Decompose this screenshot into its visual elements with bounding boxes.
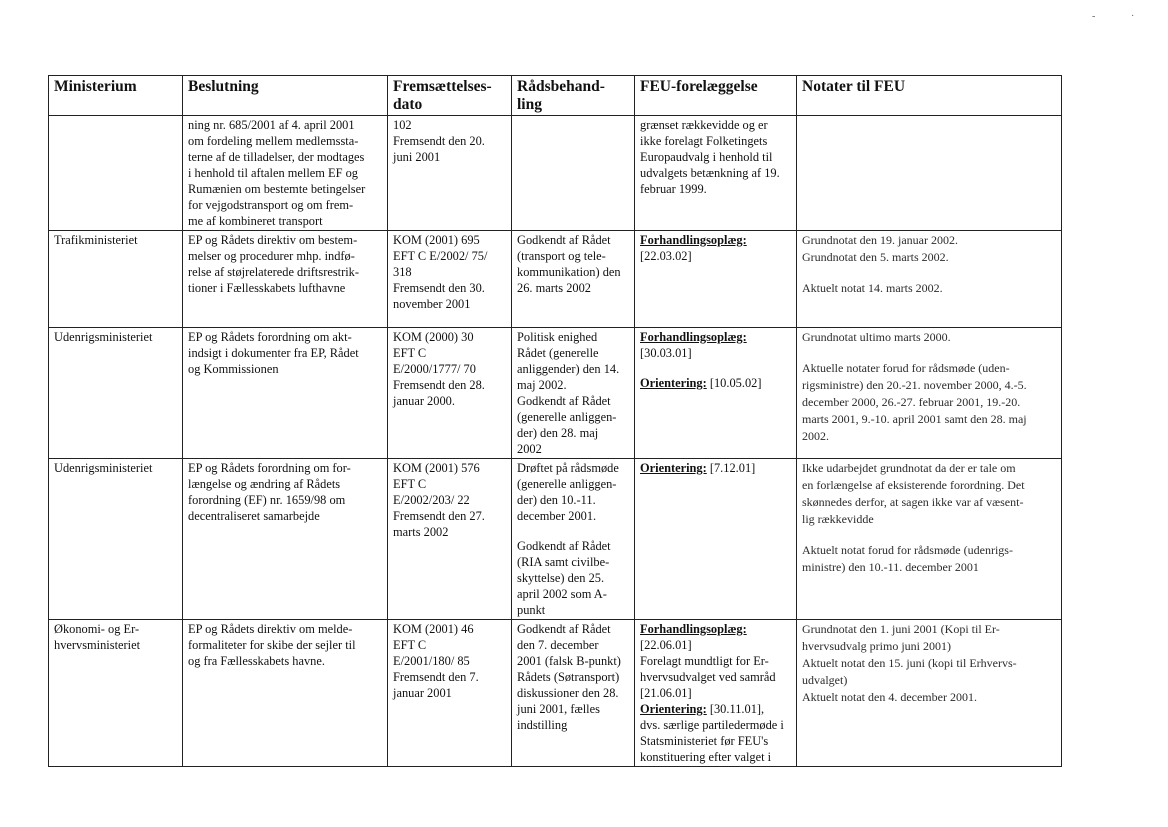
cell-line: januar 2000. (393, 394, 455, 408)
paragraph-gap (517, 524, 628, 538)
cell-line: diskussioner den 28. (517, 686, 619, 700)
cell-line: EFT C (393, 638, 427, 652)
cell-line: Drøftet på rådsmøde (517, 461, 619, 475)
paragraph-gap (802, 346, 1055, 360)
cell-line: punkt (517, 603, 546, 617)
cell-line: Ikke udarbejdet grundnotat da der er tale om (802, 461, 1016, 475)
cell-line: EFT C E/2002/ 75/ (393, 249, 488, 263)
feu-line (640, 329, 790, 345)
cell-feu-forelaeggelse (635, 459, 797, 620)
cell-line: Godkendt af Rådet (517, 622, 611, 636)
cell-line: Aktuelt notat den 4. december 2001. (802, 690, 977, 704)
cell-line: hvervsministeriet (54, 638, 141, 652)
cell-line: Rådet (generelle (517, 346, 599, 360)
table-body (49, 116, 1062, 767)
feu-text: [22.03.02] (640, 249, 692, 263)
cell-feu-forelaeggelse (635, 328, 797, 459)
feu-text: februar 1999. (640, 182, 707, 196)
cell-ministerium (49, 328, 183, 459)
cell-feu-forelaeggelse (635, 116, 797, 231)
feu-line (640, 637, 790, 653)
header-ministerium: Ministerium (49, 76, 183, 116)
cell-fremsaettelsesdato (388, 459, 512, 620)
feu-text: udvalgets betænkning af 19. (640, 166, 780, 180)
cell-beslutning (183, 620, 388, 767)
cell-notater-til-feu (797, 620, 1062, 767)
cell-ministerium (49, 231, 183, 328)
cell-line: Godkendt af Rådet (517, 394, 611, 408)
cell-line: udvalget) (802, 673, 848, 687)
cell-line: 2001 (falsk B-punkt) (517, 654, 621, 668)
cell-line: (generelle anliggen- (517, 410, 617, 424)
feu-text: dvs. særlige partiledermøde i (640, 718, 784, 732)
cell-line: (RIA samt civilbe- (517, 555, 610, 569)
scan-speck: · (1131, 11, 1135, 22)
cell-line: Fremsendt den 30. (393, 281, 485, 295)
header-row (49, 76, 1062, 116)
feu-line (640, 717, 790, 733)
cell-beslutning (183, 231, 388, 328)
cell-line: skyttelse) den 25. (517, 571, 605, 585)
feu-text: grænset rækkevidde og er (640, 118, 768, 132)
cell-beslutning (183, 459, 388, 620)
cell-line: Økonomi- og Er- (54, 622, 140, 636)
cell-line: Udenrigsministeriet (54, 461, 153, 475)
cell-line: EFT C (393, 477, 427, 491)
cell-line: anliggender) den 14. (517, 362, 620, 376)
table-row (49, 620, 1062, 767)
feu-line (640, 181, 790, 197)
cell-line: og fra Fællesskabets havne. (188, 654, 325, 668)
feu-line (640, 685, 790, 701)
cell-line: Godkendt af Rådet (517, 539, 611, 553)
feu-text: ikke forelagt Folketingets (640, 134, 768, 148)
feu-line (640, 375, 790, 391)
cell-line: KOM (2001) 695 (393, 233, 480, 247)
cell-ministerium (49, 116, 183, 231)
cell-line: E/2000/1777/ 70 (393, 362, 476, 376)
feu-line (640, 165, 790, 181)
cell-line: Grundnotat ultimo marts 2000. (802, 330, 951, 344)
cell-line: 2002. (802, 429, 829, 443)
table-row (49, 328, 1062, 459)
cell-line: E/2001/180/ 85 (393, 654, 470, 668)
cell-line: marts 2001, 9.-10. april 2001 samt den 28. maj (802, 412, 1027, 426)
cell-line: juni 2001, fælles (517, 702, 600, 716)
cell-line: Aktuelt notat forud for rådsmøde (udenrigs- (802, 543, 1013, 557)
cell-line: (generelle anliggen- (517, 477, 617, 491)
cell-line: der) den 10.-11. (517, 493, 596, 507)
cell-line: ministre) den 10.-11. december 2001 (802, 560, 979, 574)
cell-line: EP og Rådets direktiv om melde- (188, 622, 353, 636)
feu-line (640, 361, 790, 375)
cell-line: skønnedes derfor, at sagen ikke var af væsent- (802, 495, 1024, 509)
feu-text: [30.11.01], (706, 702, 765, 716)
cell-line: Fremsendt den 28. (393, 378, 485, 392)
feu-text: Statsministeriet før FEU's (640, 734, 769, 748)
cell-fremsaettelsesdato (388, 231, 512, 328)
cell-line: kommunikation) den (517, 265, 621, 279)
feu-label: Forhandlingsoplæg: (640, 330, 747, 344)
cell-line: Fremsendt den 27. (393, 509, 485, 523)
cell-line: formaliteter for skibe der sejler til (188, 638, 356, 652)
feu-text: hvervsudvalget ved samråd (640, 670, 776, 684)
feu-label: Forhandlingsoplæg: (640, 622, 747, 636)
cell-line: en forlængelse af eksisterende forordning. Det (802, 478, 1025, 492)
cell-beslutning (183, 116, 388, 231)
feu-line (640, 232, 790, 248)
cell-line: Trafikministeriet (54, 233, 138, 247)
cell-line: Godkendt af Rådet (517, 233, 611, 247)
cell-feu-forelaeggelse (635, 231, 797, 328)
cell-line: me af kombineret transport (188, 214, 323, 228)
cell-line: Fremsendt den 7. (393, 670, 479, 684)
cell-notater-til-feu (797, 231, 1062, 328)
cell-line: E/2002/203/ 22 (393, 493, 470, 507)
cell-raadsbehandling (512, 116, 635, 231)
cell-notater-til-feu (797, 116, 1062, 231)
cell-line: Aktuelt notat 14. marts 2002. (802, 281, 943, 295)
cell-line: Aktuelt notat den 15. juni (kopi til Erhvervs- (802, 656, 1017, 670)
cell-line: Grundnotat den 1. juni 2001 (Kopi til Er- (802, 622, 1000, 636)
cell-fremsaettelsesdato (388, 116, 512, 231)
cell-line: januar 2001 (393, 686, 452, 700)
paragraph-gap (802, 266, 1055, 280)
cell-line: december 2001. (517, 509, 597, 523)
feu-label: Orientering: (640, 702, 707, 716)
cell-line: KOM (2000) 30 (393, 330, 474, 344)
table-row (49, 459, 1062, 620)
cell-line: tioner i Fællesskabets lufthavne (188, 281, 346, 295)
cell-line: lig rækkevidde (802, 512, 874, 526)
feu-text: konstituering efter valget i (640, 750, 772, 764)
cell-line: indstilling (517, 718, 568, 732)
cell-line: Rådets (Søtransport) (517, 670, 620, 684)
feu-line (640, 345, 790, 361)
cell-line: indsigt i dokumenter fra EP, Rådet (188, 346, 359, 360)
feu-line (640, 460, 790, 476)
feu-line (640, 749, 790, 765)
cell-line: 318 (393, 265, 412, 279)
cell-line: 2002 (517, 442, 542, 456)
cell-line: KOM (2001) 46 (393, 622, 474, 636)
cell-fremsaettelsesdato (388, 328, 512, 459)
cell-line: ning nr. 685/2001 af 4. april 2001 (188, 118, 355, 132)
cell-line: EP og Rådets forordning om akt- (188, 330, 352, 344)
cell-notater-til-feu (797, 328, 1062, 459)
feu-label: Forhandlingsoplæg: (640, 233, 747, 247)
table-row (49, 116, 1062, 231)
header-fremsaettelsesdato: Fremsættelses- dato (388, 76, 512, 116)
cell-line: forordning (EF) nr. 1659/98 om (188, 493, 346, 507)
cell-line: for vejgodstransport og om frem- (188, 198, 354, 212)
feu-line (640, 149, 790, 165)
cell-line: Udenrigsministeriet (54, 330, 153, 344)
cell-ministerium (49, 620, 183, 767)
cell-line: KOM (2001) 576 (393, 461, 480, 475)
cell-ministerium (49, 459, 183, 620)
feu-line (640, 117, 790, 133)
cell-line: Grundnotat den 5. marts 2002. (802, 250, 949, 264)
header-beslutning: Beslutning (183, 76, 388, 116)
feu-line (640, 701, 790, 717)
feu-label: Orientering: (640, 376, 707, 390)
cell-line: og Kommissionen (188, 362, 279, 376)
cell-line: marts 2002 (393, 525, 449, 539)
feu-line (640, 733, 790, 749)
feu-line (640, 653, 790, 669)
cell-line: der) den 28. maj (517, 426, 599, 440)
cell-line: maj 2002. (517, 378, 567, 392)
scan-speck: - (1092, 11, 1096, 22)
cell-line: 102 (393, 118, 412, 132)
cell-notater-til-feu (797, 459, 1062, 620)
feu-line (640, 133, 790, 149)
header-feu-forelaeggelse: FEU-forelæggelse (635, 76, 797, 116)
cell-line: Fremsendt den 20. (393, 134, 485, 148)
decision-table (48, 75, 1062, 767)
cell-line: juni 2001 (393, 150, 441, 164)
cell-line: terne af de tilladelser, der modtages (188, 150, 365, 164)
feu-line (640, 248, 790, 264)
cell-raadsbehandling (512, 620, 635, 767)
cell-line: november 2001 (393, 297, 471, 311)
cell-raadsbehandling (512, 328, 635, 459)
cell-line: Rumænien om bestemte betingelser (188, 182, 366, 196)
cell-line: 26. marts 2002 (517, 281, 591, 295)
cell-line: længelse og ændring af Rådets (188, 477, 341, 491)
cell-line: april 2002 som A- (517, 587, 607, 601)
paragraph-gap (802, 528, 1055, 542)
cell-line: EFT C (393, 346, 427, 360)
cell-line: Grundnotat den 19. januar 2002. (802, 233, 958, 247)
cell-line: hvervsudvalg primo juni 2001) (802, 639, 951, 653)
cell-line: (transport og tele- (517, 249, 606, 263)
feu-line (640, 669, 790, 685)
cell-line: EP og Rådets forordning om for- (188, 461, 351, 475)
feu-text: [21.06.01] (640, 686, 692, 700)
cell-line: om fordeling mellem medlemssta- (188, 134, 359, 148)
cell-fremsaettelsesdato (388, 620, 512, 767)
cell-line: i henhold til aftalen mellem EF og (188, 166, 358, 180)
cell-line: melser og procedurer mhp. indfø- (188, 249, 355, 263)
cell-feu-forelaeggelse (635, 620, 797, 767)
cell-line: EP og Rådets direktiv om bestem- (188, 233, 358, 247)
cell-raadsbehandling (512, 459, 635, 620)
feu-text: [22.06.01] (640, 638, 692, 652)
cell-line: rigsministre) den 20.-21. november 2000, 4.-5. (802, 378, 1027, 392)
cell-line: den 7. december (517, 638, 599, 652)
header-notater-til-feu: Notater til FEU (797, 76, 1062, 116)
cell-line: Aktuelle notater forud for rådsmøde (uden- (802, 361, 1010, 375)
feu-line (640, 621, 790, 637)
feu-label: Orientering: (640, 461, 707, 475)
header-raadsbehandling: Rådsbehand- ling (512, 76, 635, 116)
cell-line: december 2000, 26.-27. februar 2001, 19.-20. (802, 395, 1021, 409)
cell-line: relse af støjrelaterede driftsrestrik- (188, 265, 359, 279)
feu-text: [30.03.01] (640, 346, 692, 360)
feu-text: [7.12.01] (706, 461, 756, 475)
feu-text: Forelagt mundtligt for Er- (640, 654, 769, 668)
cell-raadsbehandling (512, 231, 635, 328)
feu-text: [10.05.02] (706, 376, 762, 390)
table-row (49, 231, 1062, 328)
cell-line: Politisk enighed (517, 330, 598, 344)
cell-line: decentraliseret samarbejde (188, 509, 320, 523)
feu-text: Europaudvalg i henhold til (640, 150, 773, 164)
cell-beslutning (183, 328, 388, 459)
